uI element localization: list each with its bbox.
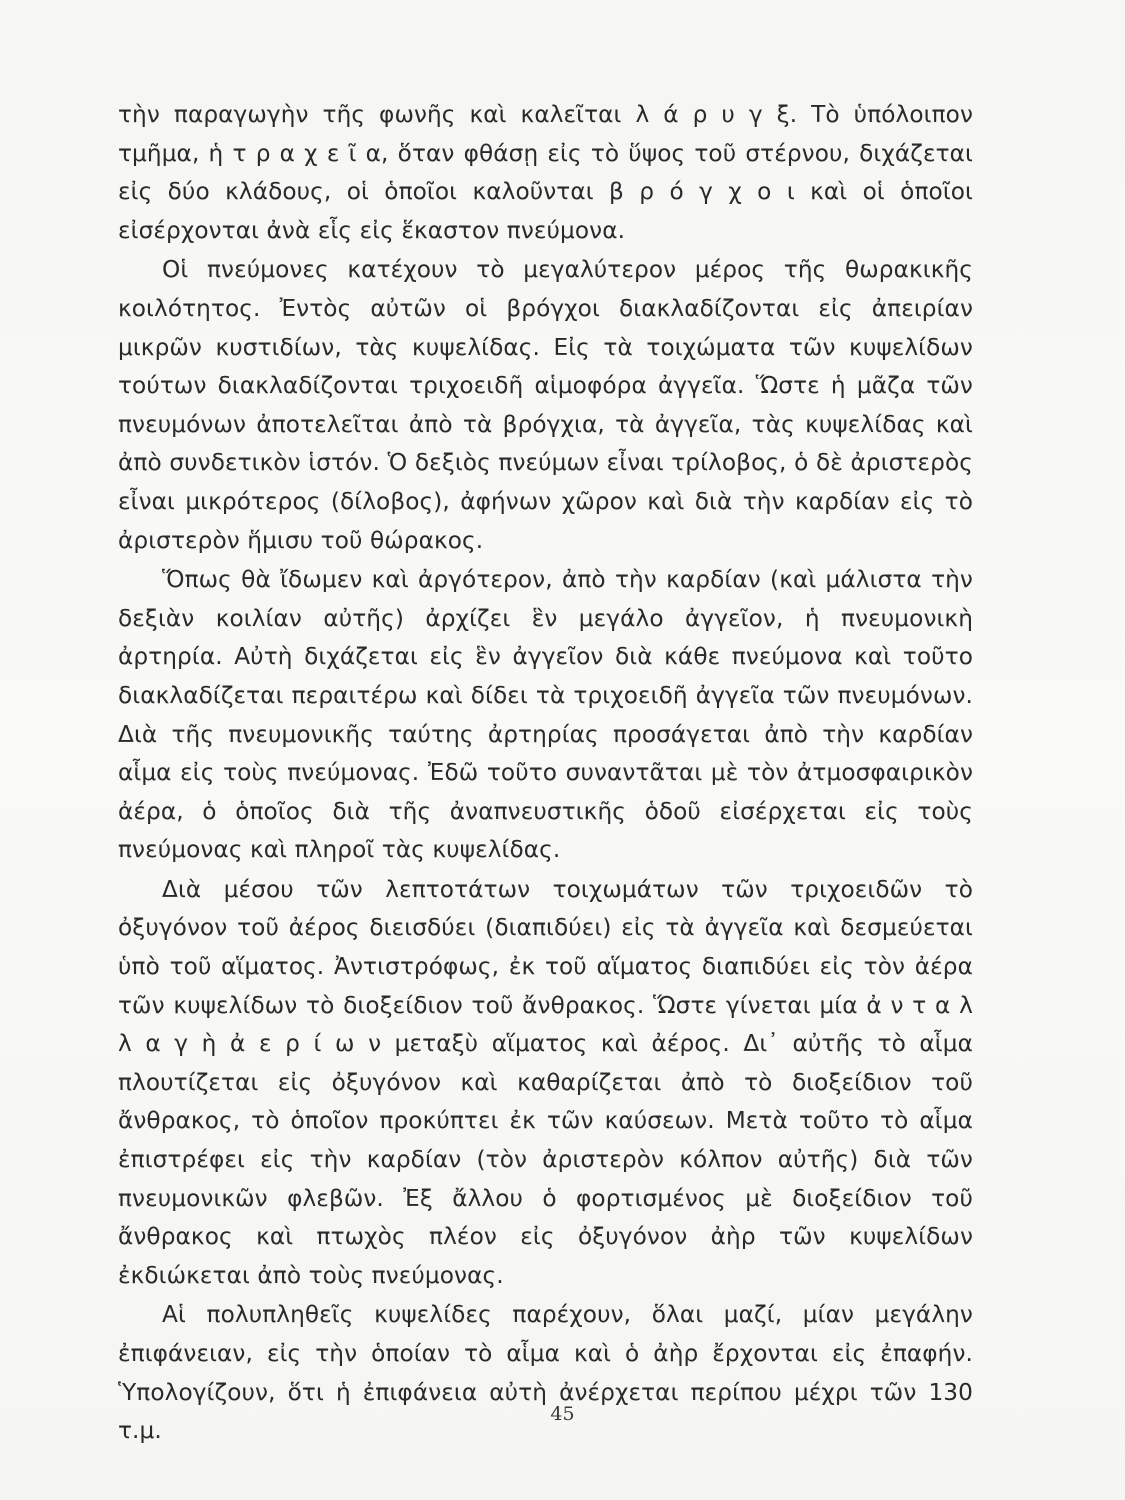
paragraph-gas-exchange: Διὰ μέσου τῶν λεπτοτάτων τοιχωμάτων τῶν τριχοειδῶν τὸ ὀξυγόνον τοῦ ἀέρος διεισδύει (διαπιδύει) εἰς τὰ ἀγγεῖα καὶ δεσμεύεται ὑπὸ τοῦ αἵματος. Ἀντιστρόφως, ἐκ τοῦ αἵματος διαπιδύει εἰς τὸν ἀέρα τῶν κυψελίδων τὸ διοξείδιον τοῦ ἄνθρακος. Ὥστε γίνεται μία ἀ ν τ α λ λ α γ ὴ ἀ ε ρ ί ω ν μεταξὺ αἵματος καὶ ἀέρος. Δι᾽ αὐτῆς τὸ αἷμα πλουτίζεται εἰς ὀξυγόνον καὶ καθαρίζεται ἀπὸ τὸ διοξείδιον τοῦ ἄνθρακος, τὸ ὁποῖον προκύπτει ἐκ τῶν καύσεων. Μετὰ τοῦτο τὸ αἷμα ἐπιστρέφει εἰς τὴν καρδίαν (τὸν ἀριστερὸν κόλπον αὐτῆς) διὰ τῶν πνευμονικῶν φλεβῶν. Ἐξ ἄλλου ὁ φορτισμένος μὲ διοξείδιον τοῦ ἄνθρακος καὶ πτωχὸς πλέον εἰς ὀξυγόνον ἀὴρ τῶν κυψελίδων ἐκδιώκεται ἀπὸ τοὺς πνεύμονας. bbox=[118, 875, 973, 1289]
paragraph-surface-area: Αἱ πολυπληθεῖς κυψελίδες παρέχουν, ὅλαι μαζί, μίαν μεγάλην ἐπιφάνειαν, εἰς τὴν ὁποίαν τὸ αἷμα καὶ ὁ ἀὴρ ἔρχονται εἰς ἐπαφήν. Ὑπολογίζουν, ὅτι ἡ ἐπιφάνεια αὐτὴ ἀνέρχεται περίπου μέχρι τῶν 130 τ.μ. bbox=[118, 1301, 973, 1445]
body-text bbox=[118, 96, 973, 1451]
paragraph-larynx-trachea: τὴν παραγωγὴν τῆς φωνῆς καὶ καλεῖται λ ά ρ υ γ ξ. Τὸ ὑπόλοιπον τμῆμα, ἡ τ ρ α χ ε ῖ α, ὅταν φθάσῃ εἰς τὸ ὕψος τοῦ στέρνου, διχάζεται εἰς δύο κλάδους, οἱ ὁποῖοι καλοῦνται β ρ ό γ χ ο ι καὶ οἱ ὁποῖοι εἰσέρχονται ἀνὰ εἷς εἰς ἕκαστον πνεύμονα. bbox=[118, 101, 973, 244]
page-number: 45 bbox=[550, 1403, 575, 1425]
paragraph-pulmonary-artery: Ὅπως θὰ ἴδωμεν καὶ ἀργότερον, ἀπὸ τὴν καρδίαν (καὶ μάλιστα τὴν δεξιὰν κοιλίαν αὐτῆς) ἀρχίζει ἓν μεγάλο ἀγγεῖον, ἡ πνευμονικὴ ἀρτηρία. Αὐτὴ διχάζεται εἰς ἓν ἀγγεῖον διὰ κάθε πνεύμονα καὶ τοῦτο διακλαδίζεται περαιτέρω καὶ δίδει τὰ τριχοειδῆ ἀγγεῖα τῶν πνευμόνων. Διὰ τῆς πνευμονικῆς ταύτης ἀρτηρίας προσάγεται ἀπὸ τὴν καρδίαν αἷμα εἰς τοὺς πνεύμονας. Ἐδῶ τοῦτο συναντᾶται μὲ τὸν ἀτμοσφαιρικὸν ἀέρα, ὁ ὁποῖος διὰ τῆς ἀναπνευστικῆς ὁδοῦ εἰσέρχεται εἰς τοὺς πνεύμονας καὶ πληροῖ τὰς κυψελίδας. bbox=[118, 566, 973, 864]
paragraph-lungs: Οἱ πνεύμονες κατέχουν τὸ μεγαλύτερον μέρος τῆς θωρακικῆς κοιλότητος. Ἐντὸς αὐτῶν οἱ βρόγχοι διακλαδίζονται εἰς ἀπειρίαν μικρῶν κυστιδίων, τὰς κυψελίδας. Εἰς τὰ τοιχώματα τῶν κυψελίδων τούτων διακλαδίζονται τριχοειδῆ αἱμοφόρα ἀγγεῖα. Ὥστε ἡ μᾶζα τῶν πνευμόνων ἀποτελεῖται ἀπὸ τὰ βρόγχια, τὰ ἀγγεῖα, τὰς κυψελίδας καὶ ἀπὸ συνδετικὸν ἱστόν. Ὁ δεξιὸς πνεύμων εἶναι τρίλοβος, ὁ δὲ ἀριστερὸς εἶναι μικρότερος (δίλοβος), ἀφήνων χῶρον καὶ διὰ τὴν καρδίαν εἰς τὸ ἀριστερὸν ἥμισυ τοῦ θώρακος. bbox=[118, 256, 973, 554]
